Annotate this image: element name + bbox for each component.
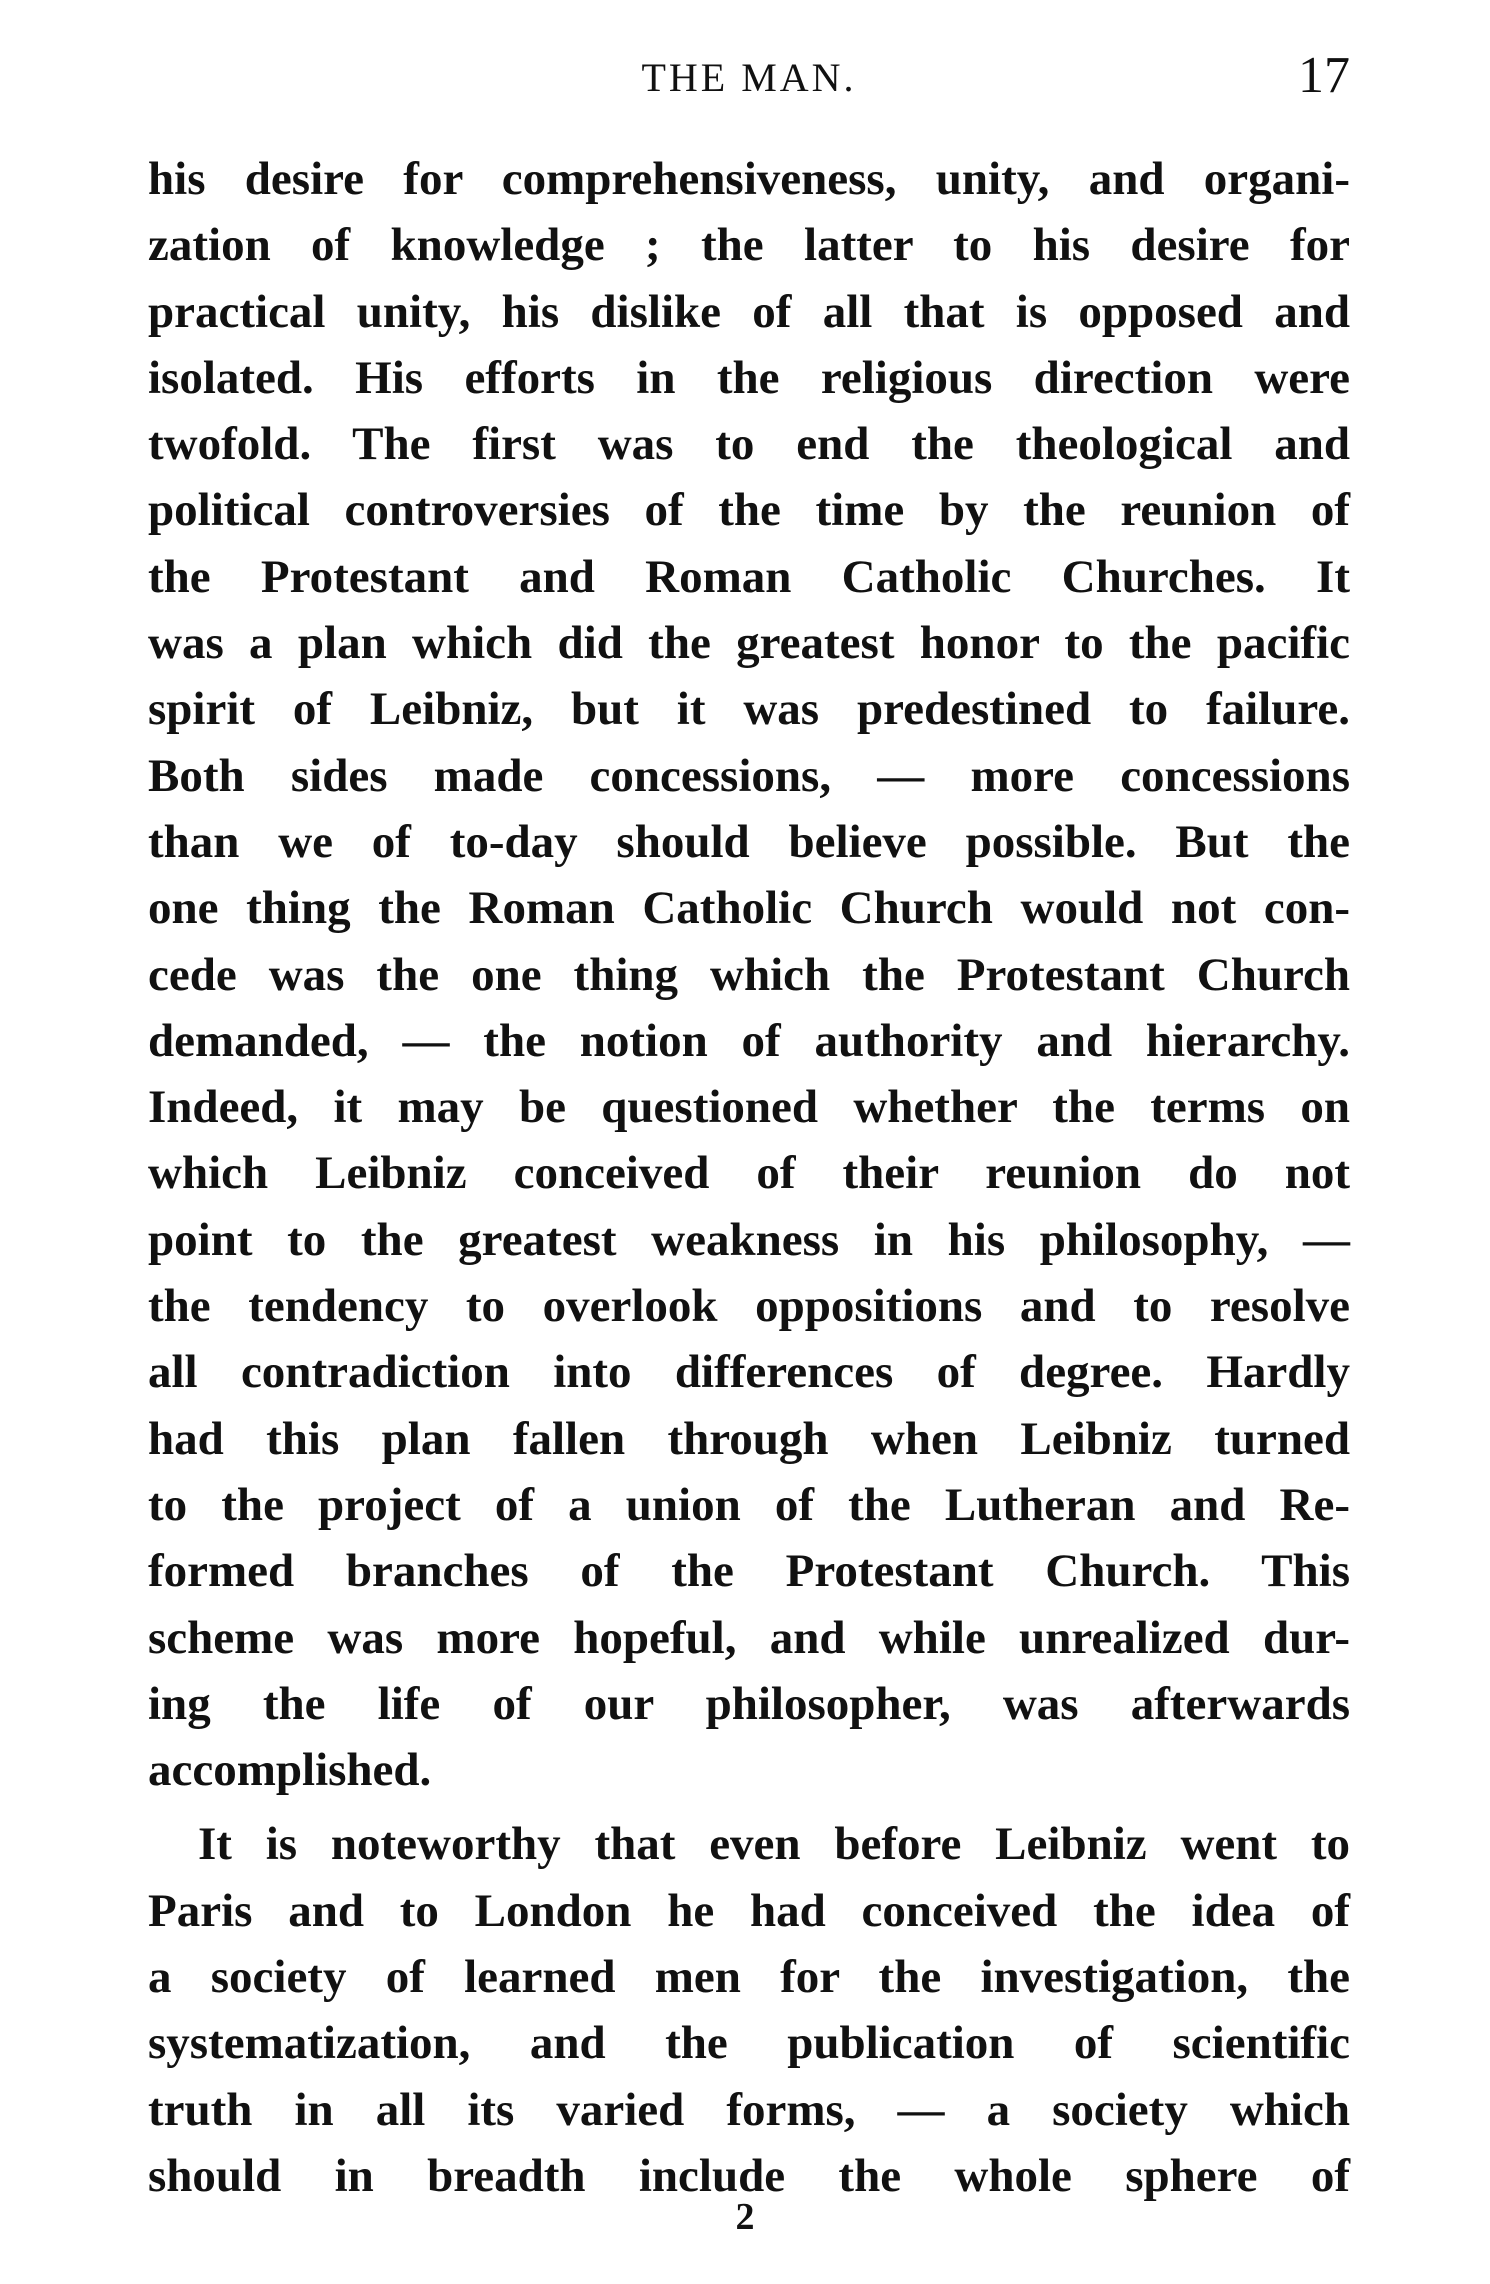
text-line: was a plan which did the greatest honor to the pacific bbox=[148, 617, 1350, 670]
text-line: twofold. The first was to end the theological and bbox=[148, 418, 1350, 471]
text-line: than we of to-day should believe possible. But the bbox=[148, 815, 1350, 868]
text-line: should in breadth include the whole sphere of bbox=[148, 2149, 1350, 2202]
text-line: to the project of a union of the Lutheran and Re- bbox=[148, 1478, 1350, 1531]
text-line: one thing the Roman Catholic Church would not con- bbox=[148, 882, 1350, 935]
running-head bbox=[148, 48, 1350, 108]
text-line: systematization, and the publication of scientific bbox=[148, 2017, 1350, 2070]
text-line: ing the life of our philosopher, was afterwards bbox=[148, 1677, 1350, 1730]
text-line: Both sides made concessions, — more concessions bbox=[148, 749, 1350, 802]
text-line: accomplished. bbox=[148, 1744, 432, 1797]
text-line: demanded, — the notion of authority and hierarchy. bbox=[148, 1014, 1350, 1067]
text-line: had this plan fallen through when Leibniz turned bbox=[148, 1412, 1350, 1465]
text-line: Indeed, it may be questioned whether the terms on bbox=[148, 1081, 1350, 1134]
text-line: It is noteworthy that even before Leibniz went to bbox=[198, 1818, 1350, 1871]
text-line: isolated. His efforts in the religious direction were bbox=[148, 351, 1350, 404]
text-line: the tendency to overlook oppositions and to resolve bbox=[148, 1280, 1350, 1333]
text-line: formed branches of the Protestant Church. This bbox=[148, 1545, 1350, 1598]
body-text bbox=[148, 146, 1350, 2209]
paragraph-gap bbox=[148, 1803, 1350, 1811]
text-line: truth in all its varied forms, — a society which bbox=[148, 2083, 1350, 2136]
text-line: which Leibniz conceived of their reunion do not bbox=[148, 1147, 1350, 1200]
text-line: scheme was more hopeful, and while unrealized dur- bbox=[148, 1611, 1350, 1664]
text-line: a society of learned men for the investigation, the bbox=[148, 1951, 1350, 2004]
text-line: point to the greatest weakness in his philosophy, — bbox=[148, 1213, 1350, 1266]
text-line: political controversies of the time by the reunion of bbox=[148, 484, 1350, 537]
text-line: his desire for comprehensiveness, unity, and organi- bbox=[148, 153, 1350, 205]
text-line: Paris and to London he had conceived the idea of bbox=[148, 1884, 1350, 1937]
text-line: all contradiction into differences of degree. Hardly bbox=[148, 1346, 1350, 1399]
text-line: zation of knowledge ; the latter to his desire for bbox=[148, 219, 1350, 272]
text-line: the Protestant and Roman Catholic Churches. It bbox=[148, 550, 1350, 603]
running-title: THE MAN. bbox=[641, 55, 857, 100]
text-line: practical unity, his dislike of all that is opposed and bbox=[148, 285, 1350, 338]
page-number: 17 bbox=[1298, 47, 1350, 104]
signature-mark: 2 bbox=[735, 2196, 755, 2238]
text-line: cede was the one thing which the Protestant Church bbox=[148, 948, 1350, 1001]
text-line: spirit of Leibniz, but it was predestined to failure. bbox=[148, 683, 1350, 736]
